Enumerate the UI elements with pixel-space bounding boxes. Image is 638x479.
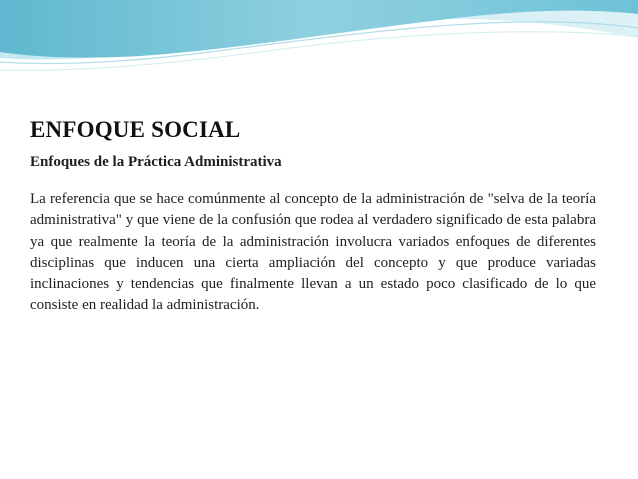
decorative-wave-header <box>0 0 638 80</box>
slide-body-text: La referencia que se hace comúnmente al concepto de la administración de "selva de la teoría administrativa" y que viene de la confusión que rodea al verdadero significado de esta palabra ya que realmente la teoría de la administración involucra variados enfoques de diferentes disciplinas que inducen una cierta ampliación del concepto y que produce variadas inclinaciones y tendencias que finalmente llevan a un estado poco clasificado de lo que consiste en realidad la administración. <box>30 191 596 314</box>
slide-content <box>30 115 596 317</box>
slide-title: ENFOQUE SOCIAL <box>30 117 241 142</box>
slide-subtitle: Enfoques de la Práctica Administrativa <box>30 154 282 170</box>
